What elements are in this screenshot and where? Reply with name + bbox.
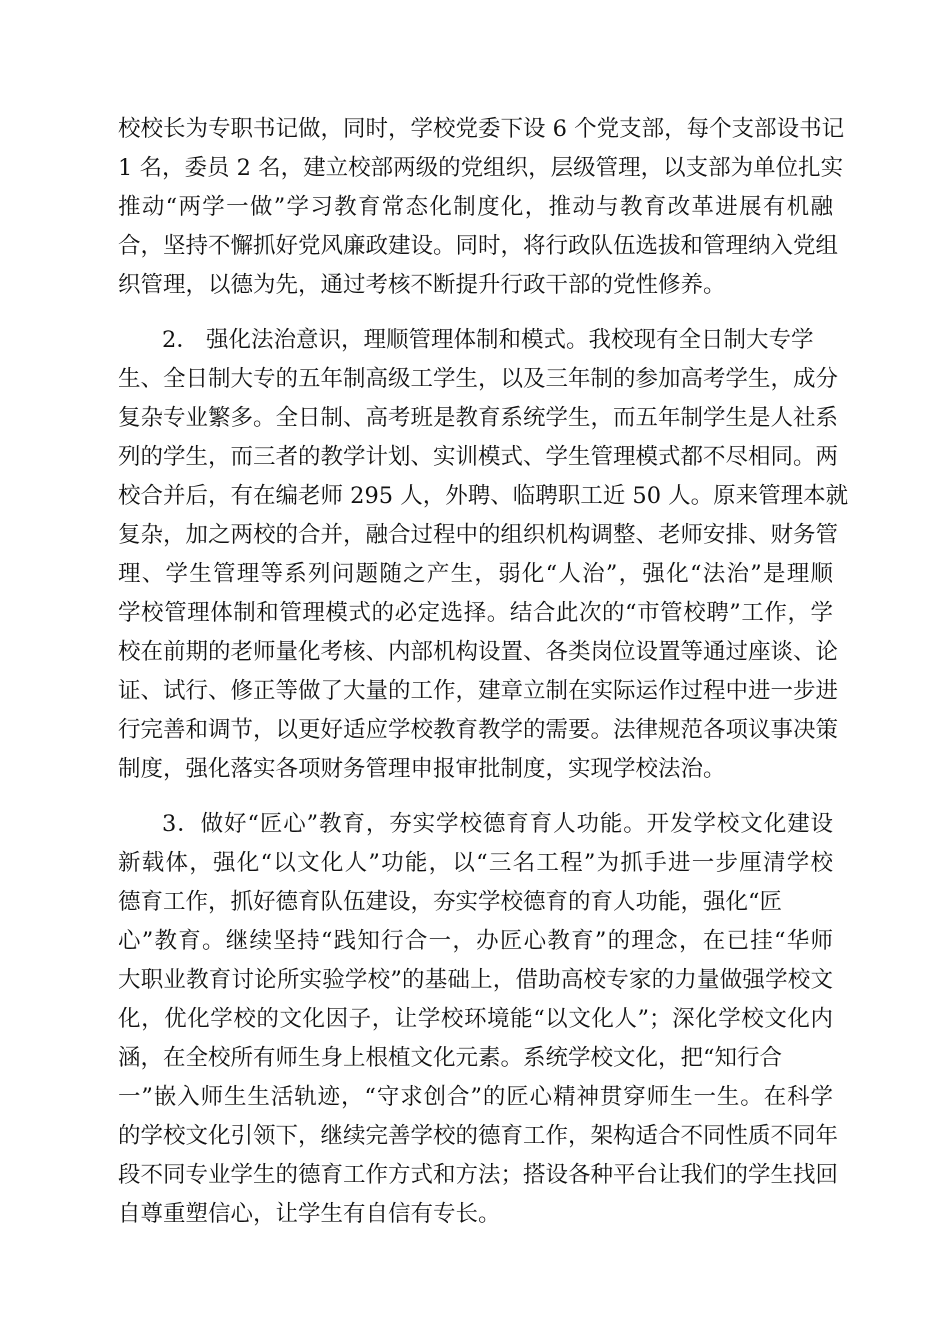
paragraph-rule-of-law xyxy=(118,321,849,789)
paragraph-craftsman-education xyxy=(118,805,839,1234)
text-line: 理、学生管理等系列问题随之产生，弱化“人治”，强化“法治”是理顺 xyxy=(118,561,833,587)
text-line: 推动“两学一做”学习教育常态化制度化，推动与教育改革进展有机融 xyxy=(118,194,833,220)
text-line: 行完善和调节，以更好适应学校教育教学的需要。法律规范各项议事决策 xyxy=(118,717,839,743)
text-line: 校在前期的老师量化考核、内部机构设置、各类岗位设置等通过座谈、论 xyxy=(118,639,839,665)
text-line: 证、试行、修正等做了大量的工作，建章立制在实际运作过程中进一步进 xyxy=(118,678,839,704)
text-line: 化，优化学校的文化因子，让学校环境能“以文化人”；深化学校文化内 xyxy=(118,1006,833,1032)
text-line: 涵，在全校所有师生身上根植文化元素。系统学校文化，把“知行合 xyxy=(118,1045,783,1071)
text-line: 学校管理体制和管理模式的必定选择。结合此次的“市管校聘”工作，学 xyxy=(118,600,833,626)
text-line: 段不同专业学生的德育工作方式和方法；搭设各种平台让我们的学生找回 xyxy=(118,1162,839,1188)
text-line: 校校长为专职书记做，同时，学校党委下设 6 个党支部，每个支部设书记 xyxy=(118,116,845,142)
text-line: 校合并后，有在编老师 295 人，外聘、临聘职工近 50 人。原来管理本就 xyxy=(118,483,849,509)
paragraph-heading-line: 3．做好“匠心”教育，夯实学校德育育人功能。开发学校文化建设 xyxy=(162,811,833,837)
text-line: 心”教育。继续坚持“践知行合一，办匠心教育”的理念，在已挂“华师 xyxy=(118,928,833,954)
text-line: 新载体，强化“以文化人”功能，以“三名工程”为抓手进一步厘清学校 xyxy=(118,850,833,876)
text-line: 复杂，加之两校的合并，融合过程中的组织机构调整、老师安排、财务管 xyxy=(118,522,839,548)
text-line: 列的学生，而三者的教学计划、实训模式、学生管理模式都不尽相同。两 xyxy=(118,444,839,470)
text-line: 织管理，以德为先，通过考核不断提升行政干部的党性修养。 xyxy=(118,272,726,298)
text-line: 大职业教育讨论所实验学校”的基础上，借助高校专家的力量做强学校文 xyxy=(118,967,833,993)
text-line: 合，坚持不懈抓好党风廉政建设。同时，将行政队伍选拔和管理纳入党组 xyxy=(118,233,839,259)
text-line: 自尊重塑信心，让学生有自信有专长。 xyxy=(118,1201,501,1227)
text-line: 的学校文化引领下，继续完善学校的德育工作，架构适合不同性质不同年 xyxy=(118,1123,839,1149)
text-line: 1 名，委员 2 名，建立校部两级的党组织，层级管理，以支部为单位扎实 xyxy=(118,155,844,181)
text-line: 生、全日制大专的五年制高级工学生，以及三年制的参加高考学生，成分 xyxy=(118,366,839,392)
text-line: 制度，强化落实各项财务管理申报审批制度，实现学校法治。 xyxy=(118,756,726,782)
text-line: 复杂专业繁多。全日制、高考班是教育系统学生，而五年制学生是人社系 xyxy=(118,405,839,431)
text-line: 一”嵌入师生生活轨迹，“守求创合”的匠心精神贯穿师生一生。在科学 xyxy=(118,1084,833,1110)
text-line: 德育工作，抓好德育队伍建设，夯实学校德育的育人功能，强化“匠 xyxy=(118,889,783,915)
paragraph-party-building xyxy=(118,110,845,305)
paragraph-heading-line: 2． 强化法治意识，理顺管理体制和模式。我校现有全日制大专学 xyxy=(162,327,814,353)
